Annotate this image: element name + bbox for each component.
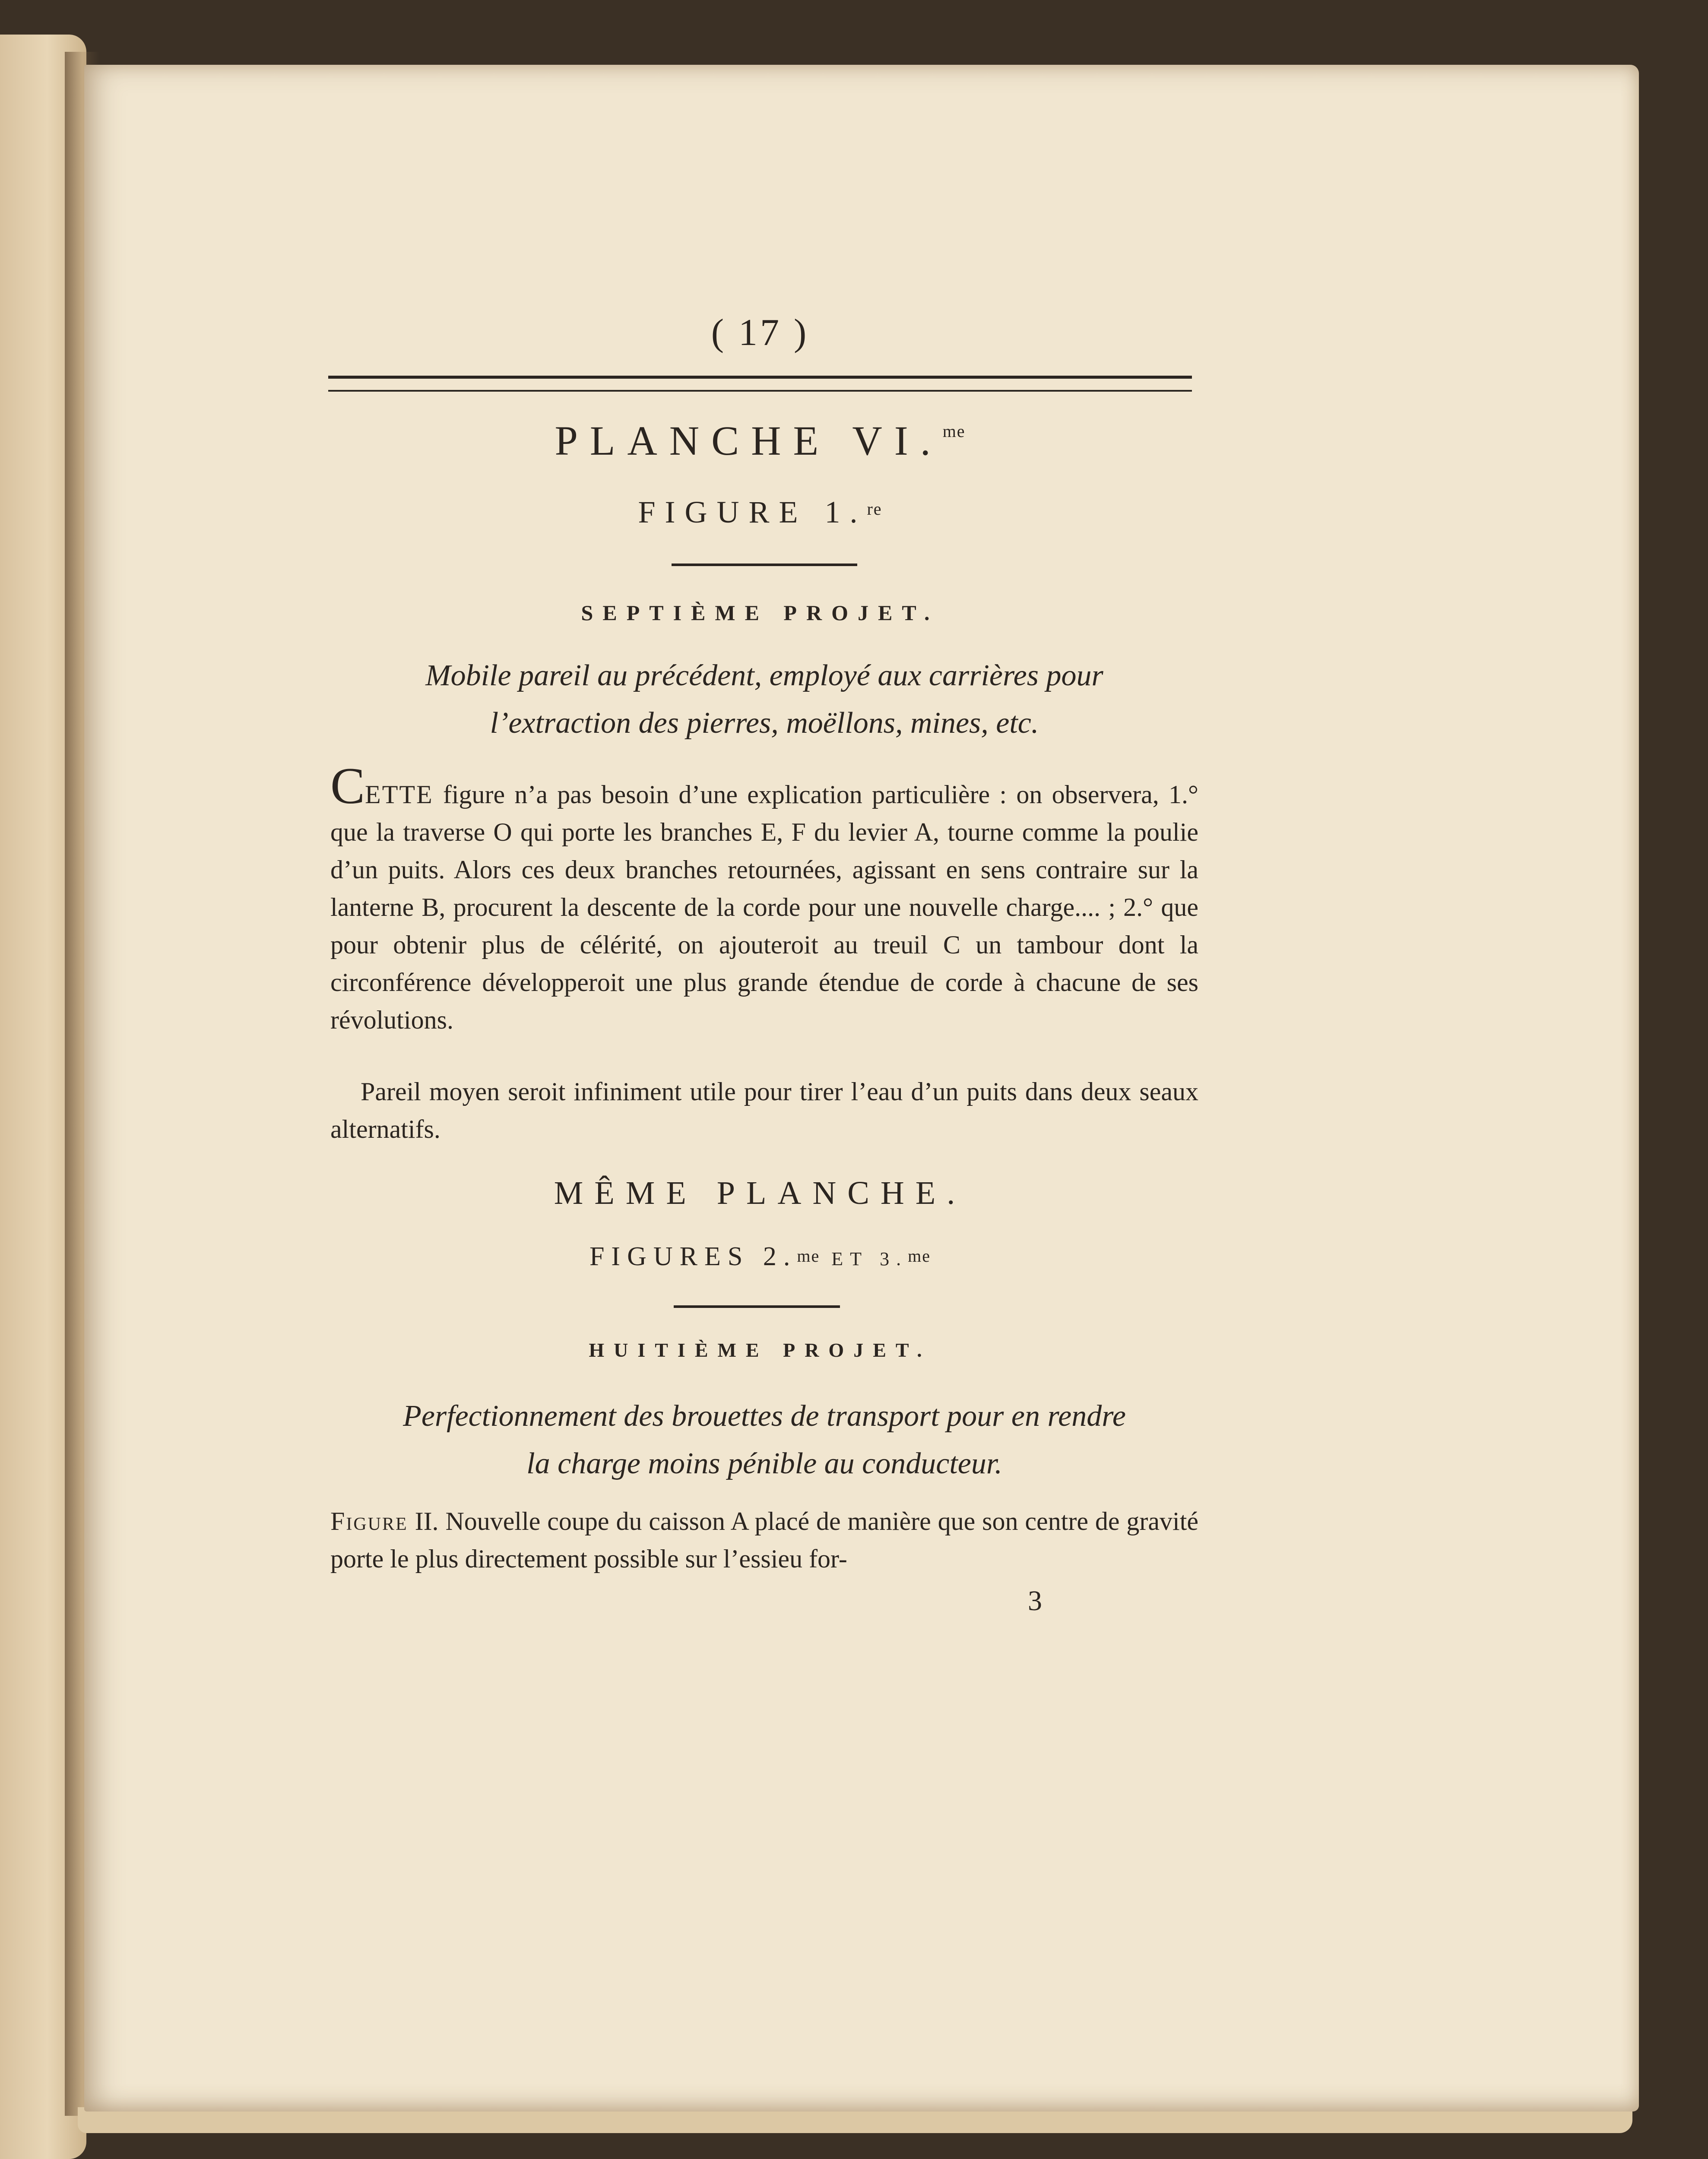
figures-heading	[328, 1241, 1192, 1272]
paragraph-1	[330, 757, 1198, 1039]
page-number: ( 17 )	[711, 312, 809, 354]
project-title-1	[328, 652, 1201, 747]
paragraph-3-lead: Figure	[330, 1507, 408, 1535]
project-title-1-line1: Mobile pareil au précédent, employé aux carrières pour	[425, 659, 1103, 692]
figure-heading-text: FIGURE 1.	[638, 495, 867, 529]
figure-heading-sup: re	[867, 499, 882, 519]
project-heading-2: HUITIÈME PROJET.	[589, 1339, 932, 1361]
plate-heading-sup: me	[942, 421, 966, 441]
header-double-rule	[328, 376, 1192, 392]
project-title-2-line2: la charge moins pénible au conducteur.	[526, 1447, 1002, 1480]
project-title-2-line1: Perfectionnement des brouettes de transport pour en rendre	[403, 1399, 1126, 1433]
figures-heading-sup-b: me	[908, 1246, 931, 1266]
project-title-2	[328, 1393, 1201, 1488]
signature-mark: 3	[1028, 1585, 1042, 1617]
section-rule-1	[672, 563, 857, 566]
plate-heading-text: PLANCHE VI.	[555, 418, 943, 464]
plate-heading	[328, 417, 1192, 465]
project-heading-1: SEPTIÈME PROJET.	[581, 601, 939, 625]
figures-heading-sup-a: me	[797, 1246, 820, 1266]
paragraph-1-lead: ETTE	[365, 780, 434, 809]
paragraph-2: Pareil moyen seroit infiniment utile pour tirer l’eau d’un puits dans deux seaux alternatifs.	[330, 1077, 1198, 1143]
figures-heading-text: FIGURES 2.	[589, 1242, 797, 1271]
paragraph-3	[330, 1503, 1198, 1578]
paragraph-3-body: II. Nouvelle coupe du caisson A placé de manière que son centre de gravité porte le plus directement possible sur l’essieu for-	[330, 1507, 1198, 1573]
paragraph-1-body: figure n’a pas besoin d’une explication particulière : on observera, 1.° que la traverse O qui porte les branches E, F du levier A, tourne comme la poulie d’un puits. Alors ces deux branches retournées, agissant en sens contraire sur la lanterne B, procurent la descente de la corde pour une nouvelle charge.... ; 2.° que pour obtenir plus de célérité, on ajouteroit au treuil C un tambour dont la circonférence développeroit une plus grande étendue de corde à chacune de ses révolutions.	[330, 780, 1198, 1034]
drop-cap: C	[330, 757, 365, 814]
project-title-1-line2: l’extraction des pierres, moëllons, mines, etc.	[490, 706, 1039, 740]
figure-heading	[328, 494, 1192, 530]
same-plate-heading: MÊME PLANCHE.	[554, 1175, 966, 1211]
section-rule-2	[674, 1305, 840, 1308]
figures-heading-mid: ET 3.	[820, 1248, 908, 1269]
